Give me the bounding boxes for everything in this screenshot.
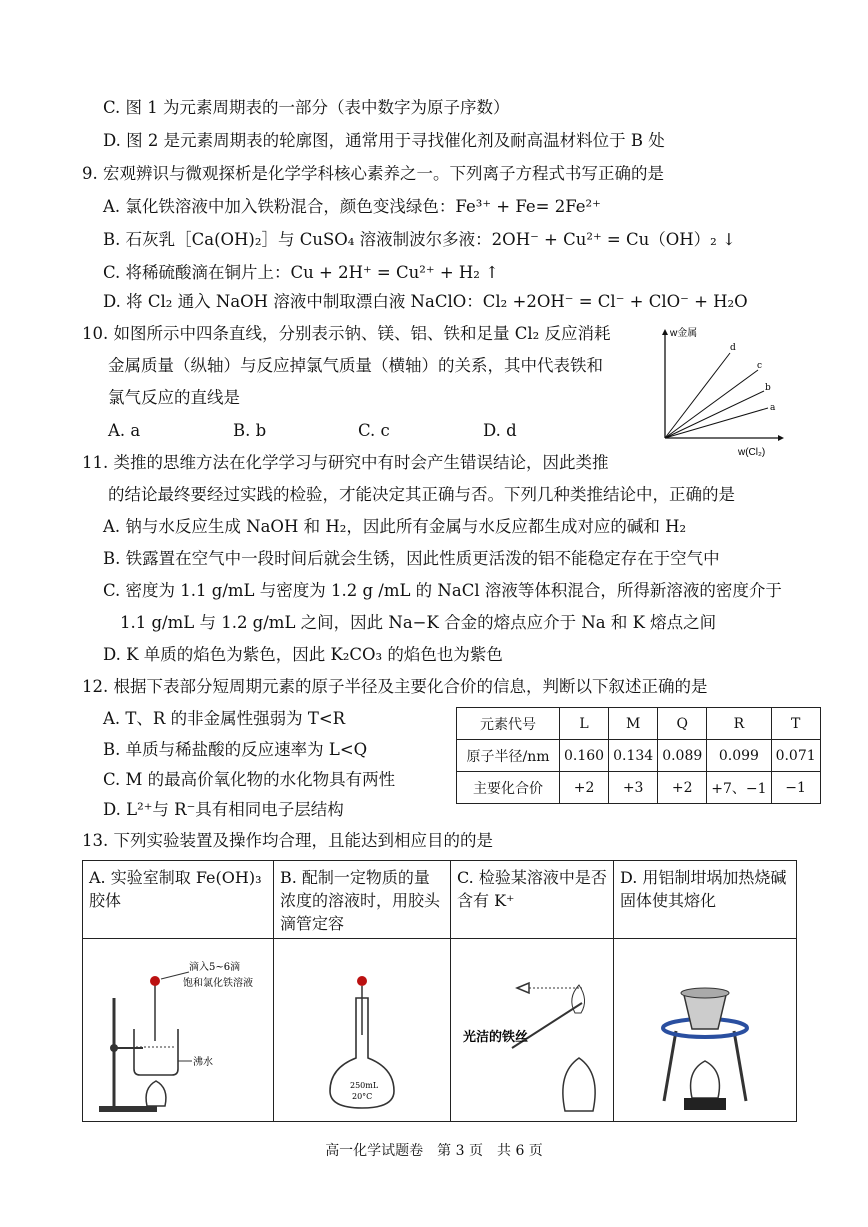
option-11c-line1: C. 密度为 1.1 g/mL 与密度为 1.2 g /mL 的 NaCl 溶液等体积混合，所得新溶液的密度介于 (103, 581, 782, 600)
y-axis-label: w金属 (670, 328, 698, 339)
option-12c: C. M 的最高价氧化物的水化物具有两性 (103, 770, 396, 789)
table-cell: T (771, 708, 820, 740)
series-line-c (665, 370, 758, 438)
question-10-line2: 金属质量（纵轴）与反应掉氯气质量（横轴）的关系，其中代表铁和 (108, 356, 603, 375)
option-9a: A. 氯化铁溶液中加入铁粉混合，颜色变浅绿色：Fe³⁺ + Fe= 2Fe²⁺ (103, 197, 601, 216)
label-volume: 250mL (350, 1081, 379, 1090)
option-8c: C. 图 1 为元素周期表的一部分（表中数字为原子序数） (103, 98, 510, 117)
option-10a: A. a (108, 421, 141, 440)
question-13: 13. 下列实验装置及操作均合理，且能达到相应目的的是 (82, 831, 493, 850)
x-axis-label: w(Cl₂) (738, 447, 766, 458)
option-12d: D. L²⁺与 R⁻具有相同电子层结构 (103, 800, 344, 819)
label-temperature: 20°C (352, 1092, 373, 1101)
option-12b: B. 单质与稀盐酸的反应速率为 L<Q (103, 740, 368, 759)
table-cell: +3 (609, 772, 658, 804)
table-row (83, 939, 797, 1122)
question-10-line1: 10. 如图所示中四条直线，分别表示钠、镁、铝、铁和足量 Cl₂ 反应消耗 (82, 324, 611, 343)
experiment-d-text: D. 用铝制坩埚加热烧碱固体使其熔化 (614, 861, 797, 939)
label-fecl3: 饱和氯化铁溶液 (183, 978, 253, 989)
table-cell: 主要化合价 (457, 772, 560, 804)
table-cell: 0.099 (707, 740, 771, 772)
option-11a: A. 钠与水反应生成 NaOH 和 H₂，因此所有金属与水反应都生成对应的碱和 H₂ (103, 517, 687, 536)
label-iron-wire: 光洁的铁丝 (463, 1030, 529, 1045)
question-11-line2: 的结论最终要经过实践的检验，才能决定其正确与否。下列几种类推结论中，正确的是 (108, 485, 735, 504)
table-cell: +7、−1 (707, 772, 771, 804)
series-label-c: c (757, 361, 763, 371)
table-cell: 原子半径/nm (457, 740, 560, 772)
volumetric-flask-image (280, 943, 444, 1117)
apparatus-cell-a (83, 939, 274, 1122)
element-table (456, 707, 821, 804)
metal-chlorine-chart (650, 323, 790, 463)
option-9b: B. 石灰乳［Ca(OH)₂］与 CuSO₄ 溶液制波尔多液：2OH⁻ + Cu²⁺ = Cu（OH）₂ ↓ (103, 230, 736, 249)
table-row (457, 772, 821, 804)
series-label-d: d (730, 343, 736, 353)
table-row (457, 708, 821, 740)
experiment-a-text: A. 实验室制取 Fe(OH)₃ 胶体 (83, 861, 274, 939)
series-label-a: a (770, 403, 776, 413)
option-12a: A. T、R 的非金属性强弱为 T<R (103, 709, 346, 728)
table-cell: R (707, 708, 771, 740)
series-line-a (665, 408, 768, 438)
series-line-b (665, 391, 764, 438)
option-10d: D. d (483, 421, 517, 440)
table-cell: L (560, 708, 609, 740)
option-11c-line2: 1.1 g/mL 与 1.2 g/mL 之间，因此 Na−K 合金的熔点应介于 Na 和 K 熔点之间 (120, 613, 717, 632)
table-cell: +2 (658, 772, 707, 804)
table-row (457, 740, 821, 772)
table-cell: 0.160 (560, 740, 609, 772)
table-cell: +2 (560, 772, 609, 804)
option-9c: C. 将稀硫酸滴在铜片上：Cu + 2H⁺ = Cu²⁺ + H₂ ↑ (103, 263, 499, 282)
table-cell: 元素代号 (457, 708, 560, 740)
table-cell: M (609, 708, 658, 740)
question-9: 9. 宏观辨识与微观探析是化学学科核心素养之一。下列离子方程式书写正确的是 (82, 164, 664, 183)
label-drops: 滴入5~6滴 (189, 962, 241, 973)
experiment-table (82, 860, 797, 1122)
colloid-apparatus-image (89, 943, 267, 1117)
option-11d: D. K 单质的焰色为紫色，因此 K₂CO₃ 的焰色也为紫色 (103, 645, 503, 664)
question-12: 12. 根据下表部分短周期元素的原子半径及主要化合价的信息，判断以下叙述正确的是 (82, 677, 708, 696)
option-9d: D. 将 Cl₂ 通入 NaOH 溶液中制取漂白液 NaClO：Cl₂ +2OH⁻ = Cl⁻ + ClO⁻ + H₂O (103, 292, 748, 311)
page-footer: 高一化学试题卷 第 3 页 共 6 页 (325, 1143, 543, 1159)
table-cell: −1 (771, 772, 820, 804)
apparatus-cell-d (614, 939, 797, 1122)
table-cell: Q (658, 708, 707, 740)
crucible-heating-image (620, 943, 790, 1117)
label-boiling-water: 沸水 (193, 1057, 213, 1068)
option-8d: D. 图 2 是元素周期表的轮廓图，通常用于寻找催化剂及耐高温材料位于 B 处 (103, 131, 665, 150)
option-11b: B. 铁露置在空气中一段时间后就会生锈，因此性质更活泼的铝不能稳定存在于空气中 (103, 549, 720, 568)
option-10b: B. b (233, 421, 267, 440)
experiment-c-text: C. 检验某溶液中是否含有 K⁺ (451, 861, 614, 939)
question-11-line1: 11. 类推的思维方法在化学学习与研究中有时会产生错误结论，因此类推 (82, 453, 609, 472)
table-row (83, 861, 797, 939)
table-cell: 0.134 (609, 740, 658, 772)
question-10-line3: 氯气反应的直线是 (108, 388, 240, 407)
apparatus-cell-b (274, 939, 451, 1122)
flame-test-image (457, 943, 607, 1117)
series-label-b: b (765, 383, 771, 393)
series-line-d (665, 353, 730, 438)
option-10c: C. c (358, 421, 390, 440)
table-cell: 0.089 (658, 740, 707, 772)
table-cell: 0.071 (771, 740, 820, 772)
experiment-b-text: B. 配制一定物质的量浓度的溶液时，用胶头滴管定容 (274, 861, 451, 939)
apparatus-cell-c (451, 939, 614, 1122)
